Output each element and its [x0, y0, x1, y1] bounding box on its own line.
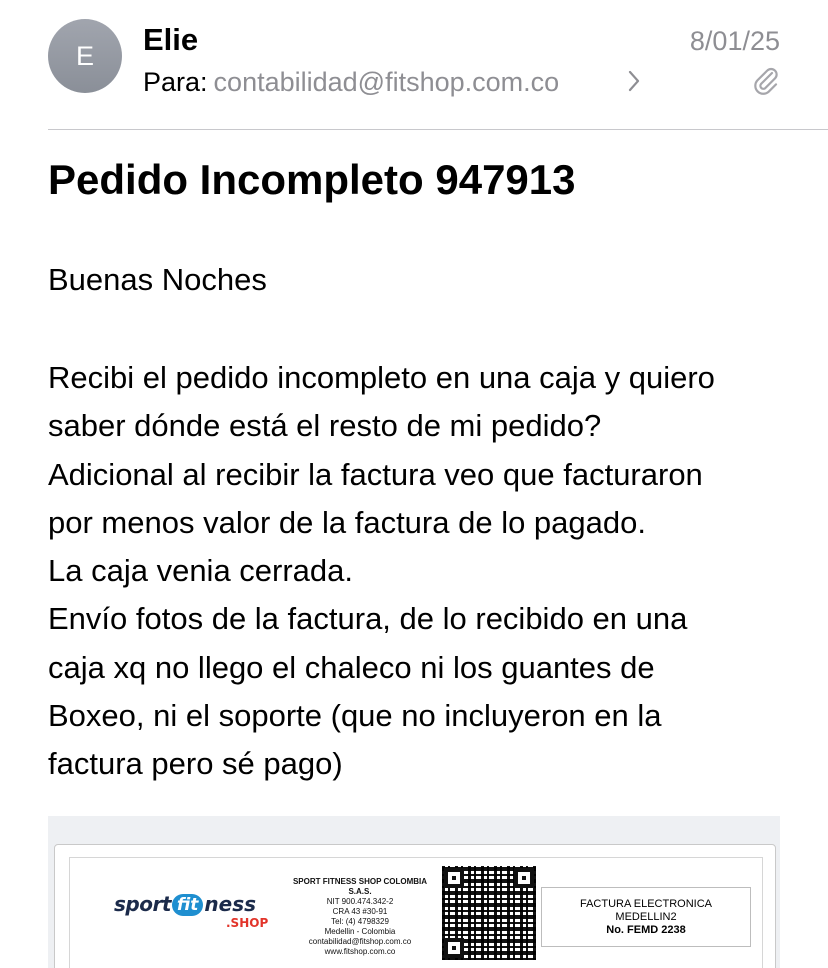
header-divider	[48, 129, 828, 130]
company-type: S.A.S.	[348, 887, 372, 896]
body-line: factura pero sé pago)	[48, 746, 343, 782]
company-phone: Tel: (4) 4798329	[331, 917, 389, 926]
logo-ness-text: ness	[204, 892, 257, 916]
qr-finder	[444, 938, 464, 958]
company-name: SPORT FITNESS SHOP COLOMBIA	[292, 877, 428, 886]
company-info	[260, 877, 460, 957]
avatar-initial: E	[75, 40, 94, 71]
body-line: por menos valor de la factura de lo pagado.	[48, 504, 646, 540]
logo-shop-text: .SHOP	[226, 916, 269, 930]
company-email: contabilidad@fitshop.com.co	[308, 937, 412, 946]
body-line: La caja venia cerrada.	[48, 553, 354, 589]
company-nit: NIT 900.474.342-2	[326, 897, 394, 906]
chevron-right-icon[interactable]	[628, 70, 640, 92]
invoice-title-box	[541, 887, 751, 947]
company-city: Medellin - Colombia	[324, 927, 396, 936]
invoice-number: No. FEMD 2238	[606, 924, 686, 936]
qr-finder	[514, 868, 534, 888]
sender-name[interactable]: Elie	[143, 22, 199, 57]
paperclip-icon	[752, 66, 780, 96]
email-body	[48, 354, 808, 789]
invoice-border	[69, 857, 763, 968]
recipient-row[interactable]	[143, 64, 559, 100]
recipient-address[interactable]: contabilidad@fitshop.com.co	[213, 67, 560, 97]
body-line: Adicional al recibir la factura veo que facturaron	[48, 456, 703, 492]
company-address: CRA 43 #30-91	[332, 907, 388, 916]
company-website: www.fitshop.com.co	[324, 947, 396, 956]
body-line: Envío fotos de la factura, de lo recibido en una	[48, 601, 688, 637]
sender-avatar[interactable]	[48, 19, 122, 93]
invoice-title: FACTURA ELECTRONICA	[579, 898, 713, 910]
email-subject: Pedido Incompleto 947913	[48, 156, 576, 203]
invoice-page	[54, 844, 776, 968]
logo-fit-text: fit	[172, 894, 204, 916]
logo-sport-text: sport	[114, 892, 171, 916]
invoice-image-attachment[interactable]	[48, 816, 780, 968]
sportfitness-logo	[114, 892, 269, 930]
body-line: Boxeo, ni el soporte (que no incluyeron en la	[48, 698, 662, 734]
email-greeting: Buenas Noches	[48, 262, 267, 297]
body-line: saber dónde está el resto de mi pedido?	[48, 408, 602, 444]
body-line: caja xq no llego el chaleco ni los guantes de	[48, 649, 655, 685]
qr-code	[442, 866, 536, 960]
invoice-branch: MEDELLIN2	[615, 911, 677, 923]
body-line: Recibi el pedido incompleto en una caja y quiero	[48, 360, 715, 395]
qr-finder	[444, 868, 464, 888]
email-date: 8/01/25	[689, 26, 780, 56]
to-label: Para:	[143, 67, 208, 97]
